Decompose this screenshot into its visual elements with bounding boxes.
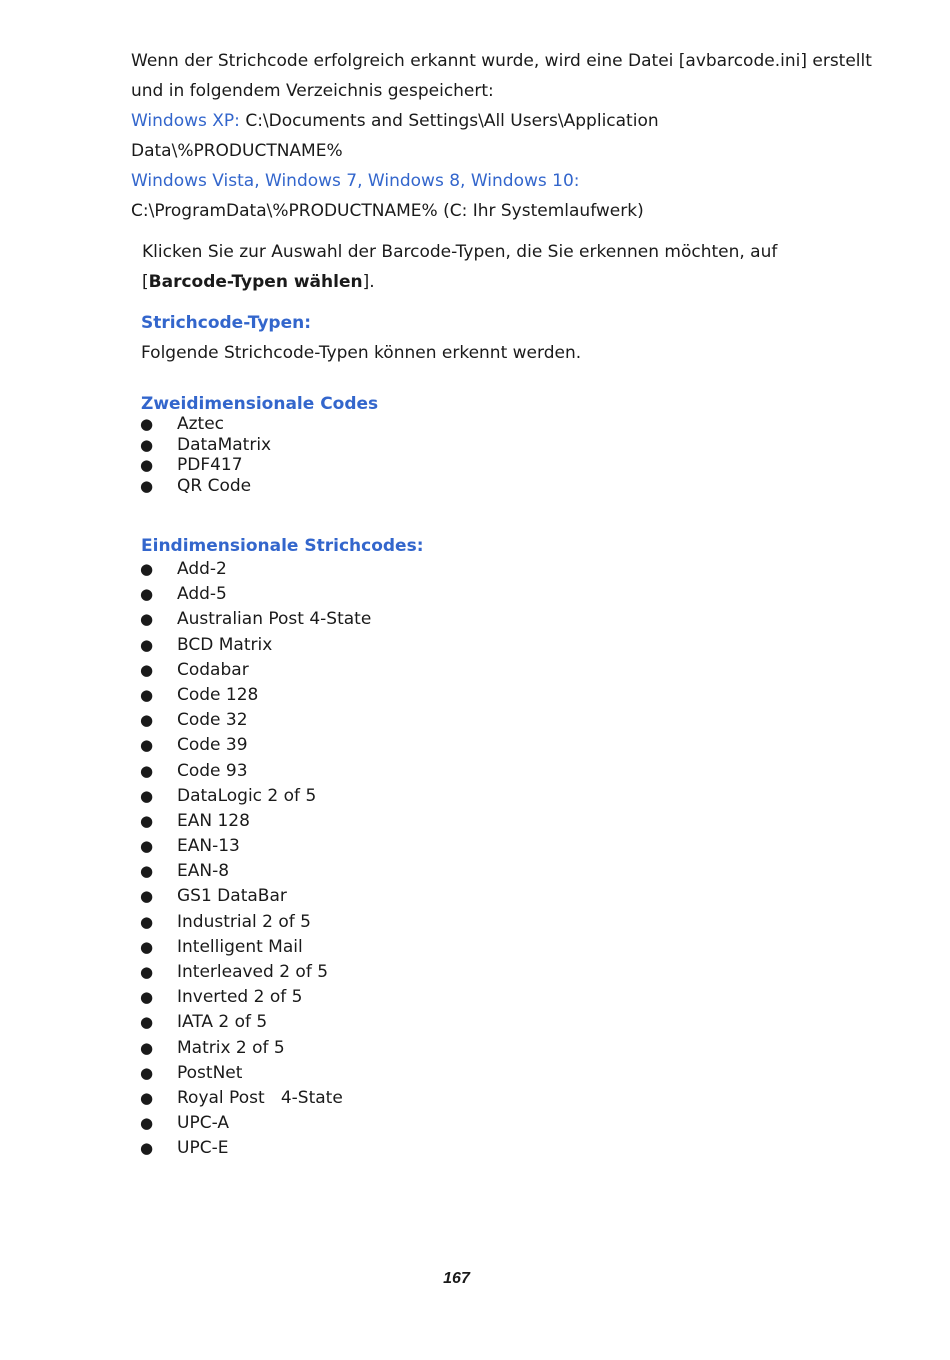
- list-item: [140, 414, 271, 435]
- bullet-icon: ●: [140, 736, 154, 755]
- list-item: [140, 960, 371, 985]
- bullet-icon: ●: [140, 435, 154, 454]
- bullet-icon: ●: [140, 862, 154, 881]
- list-item-label: Inverted 2 of 5: [177, 987, 303, 1008]
- list-item-label: Interleaved 2 of 5: [177, 962, 329, 982]
- bullet-icon: ●: [140, 660, 154, 679]
- bullet-icon: ●: [140, 585, 154, 604]
- list-item: [140, 1086, 371, 1111]
- list-item-label: BCD Matrix: [177, 634, 273, 655]
- barcode-types-button-reference: Barcode-Typen wählen: [148, 272, 363, 292]
- xp-path: C:\Documents and Settings\All Users\Application: [239, 111, 659, 131]
- bullet-icon: ●: [140, 887, 154, 906]
- bracket-open: [: [142, 272, 149, 292]
- bullet-icon: ●: [140, 685, 154, 704]
- one-d-list: [140, 557, 371, 1162]
- bullet-icon: ●: [140, 610, 154, 629]
- list-item: [140, 1111, 371, 1136]
- vista-path: C:\ProgramData\%PRODUCTNAME% (C: Ihr Systemlaufwerk): [131, 201, 644, 221]
- list-item: [140, 607, 371, 632]
- list-item-label: PDF417: [177, 455, 243, 475]
- list-item-label: Code 32: [177, 710, 248, 731]
- bullet-icon: ●: [140, 1139, 154, 1158]
- types-heading: Strichcode-Typen:: [141, 313, 312, 333]
- list-item-label: UPC-A: [177, 1113, 229, 1134]
- list-item-label: Matrix 2 of 5: [177, 1037, 285, 1058]
- list-item-label: Aztec: [177, 414, 225, 434]
- bullet-icon: ●: [140, 476, 154, 495]
- list-item: [140, 910, 371, 935]
- types-description: Folgende Strichcode-Typen können erkennt werden.: [141, 343, 582, 363]
- list-item: [140, 582, 371, 607]
- list-item-label: Add-5: [177, 584, 227, 605]
- list-item: [140, 633, 371, 658]
- list-item-label: GS1 DataBar: [177, 886, 287, 907]
- list-item: [140, 834, 371, 859]
- bullet-icon: ●: [140, 1038, 154, 1057]
- list-item-label: QR Code: [177, 475, 252, 496]
- bullet-icon: ●: [140, 415, 154, 433]
- list-item: [140, 1136, 371, 1161]
- bullet-icon: ●: [140, 912, 154, 931]
- list-item-label: UPC-E: [177, 1138, 229, 1159]
- list-item: [140, 809, 371, 834]
- bullet-icon: ●: [140, 1088, 154, 1107]
- bullet-icon: ●: [140, 1114, 154, 1133]
- list-item-label: EAN 128: [177, 810, 250, 831]
- list-item-label: DataMatrix: [177, 434, 272, 455]
- bullet-icon: ●: [140, 963, 154, 981]
- list-item-label: Intelligent Mail: [177, 936, 303, 957]
- list-item: [140, 784, 371, 809]
- instruction-line-2: [142, 272, 375, 292]
- list-item: [140, 759, 371, 784]
- vista-label: Windows Vista, Windows 7, Windows 8, Windows 10:: [131, 171, 580, 191]
- list-item-label: Code 128: [177, 684, 259, 705]
- list-item: [140, 557, 371, 582]
- xp-path-continued: Data\%PRODUCTNAME%: [131, 141, 343, 161]
- bullet-icon: ●: [140, 837, 154, 856]
- bullet-icon: ●: [140, 937, 154, 956]
- bullet-icon: ●: [140, 711, 154, 730]
- list-item-label: IATA 2 of 5: [177, 1012, 268, 1033]
- list-item-label: PostNet: [177, 1062, 243, 1083]
- list-item: [140, 455, 271, 476]
- intro-line-2: und in folgendem Verzeichnis gespeichert:: [131, 81, 494, 101]
- list-item-label: EAN-13: [177, 836, 240, 857]
- bullet-icon: ●: [140, 761, 154, 780]
- list-item-label: Codabar: [177, 659, 249, 680]
- list-item-label: Code 93: [177, 760, 248, 781]
- list-item-label: EAN-8: [177, 861, 230, 882]
- bullet-icon: ●: [140, 1013, 154, 1032]
- page-number: 167: [443, 1270, 470, 1287]
- bullet-icon: ●: [140, 1063, 154, 1082]
- list-item-label: Royal Post 4-State: [177, 1087, 343, 1108]
- list-item: [140, 476, 271, 497]
- intro-line-1: Wenn der Strichcode erfolgreich erkannt wurde, wird eine Datei [avbarcode.ini] erstellt: [131, 51, 872, 71]
- xp-path-line: [131, 111, 659, 131]
- xp-label: Windows XP:: [131, 111, 240, 131]
- list-item: [140, 884, 371, 909]
- list-item: [140, 859, 371, 884]
- bullet-icon: ●: [140, 811, 154, 830]
- list-item-label: Australian Post 4-State: [177, 609, 372, 630]
- list-item: [140, 985, 371, 1010]
- list-item: [140, 683, 371, 708]
- one-d-heading: Eindimensionale Strichcodes:: [141, 536, 424, 556]
- list-item: [140, 435, 271, 456]
- list-item-label: Code 39: [177, 735, 248, 756]
- list-item: [140, 935, 371, 960]
- bracket-close: ].: [362, 272, 375, 292]
- list-item: [140, 708, 371, 733]
- bullet-icon: ●: [140, 560, 154, 578]
- two-d-heading: Zweidimensionale Codes: [141, 394, 379, 414]
- bullet-icon: ●: [140, 988, 154, 1007]
- two-d-list: [140, 414, 271, 496]
- bullet-icon: ●: [140, 456, 154, 474]
- list-item: [140, 733, 371, 758]
- list-item-label: Industrial 2 of 5: [177, 911, 311, 932]
- list-item-label: DataLogic 2 of 5: [177, 785, 317, 806]
- list-item: [140, 1036, 371, 1061]
- list-item-label: Add-2: [177, 559, 227, 579]
- bullet-icon: ●: [140, 635, 154, 654]
- list-item: [140, 1061, 371, 1086]
- bullet-icon: ●: [140, 786, 154, 805]
- instruction-line-1: Klicken Sie zur Auswahl der Barcode-Typen, die Sie erkennen möchten, auf: [142, 242, 778, 262]
- list-item: [140, 658, 371, 683]
- list-item: [140, 1010, 371, 1035]
